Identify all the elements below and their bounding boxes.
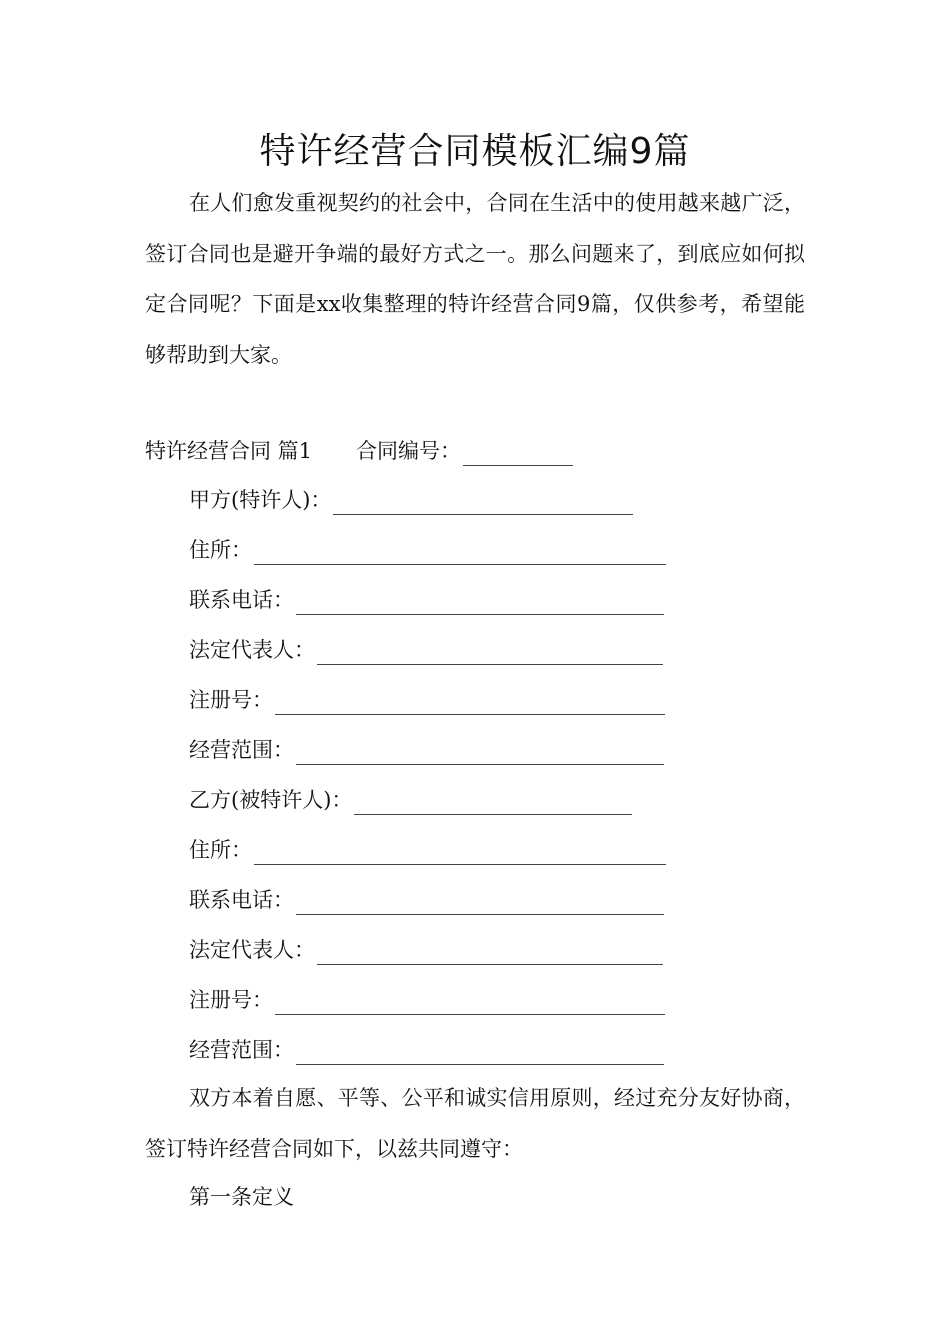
party-b-phone-row: [189, 885, 664, 915]
party-a-rep-row: [189, 635, 663, 665]
party-b-address-blank: [254, 842, 666, 865]
intro-paragraph: 在人们愈发重视契约的社会中，合同在生活中的使用越来越广泛，签订合同也是避开争端的最好方式之一。那么问题来了，到底应如何拟定合同呢？下面是xx收集整理的特许经营合同9篇，仅供参考，希望能够帮助到大家。: [145, 191, 805, 367]
party-b-reg-blank: [275, 992, 665, 1015]
document-title: 特许经营合同模板汇编9篇: [259, 131, 691, 172]
party-a-scope-label: 经营范围：: [189, 738, 294, 762]
party-a-name-row: [189, 485, 633, 515]
party-a-phone-blank: [296, 592, 664, 615]
party-b-scope-label: 经营范围：: [189, 1038, 294, 1062]
party-b-scope-blank: [296, 1042, 664, 1065]
party-a-address-blank: [254, 542, 666, 565]
party-b-rep-label: 法定代表人：: [189, 938, 315, 962]
party-a-reg-label: 注册号：: [189, 688, 273, 712]
party-b-phone-label: 联系电话：: [189, 888, 294, 912]
party-a-name-blank: [333, 492, 633, 515]
party-a-scope-blank: [296, 742, 664, 765]
party-b-phone-blank: [296, 892, 664, 915]
party-a-name-label: 甲方(特许人)：: [189, 488, 332, 512]
party-a-reg-blank: [275, 692, 665, 715]
party-b-reg-label: 注册号：: [189, 988, 273, 1012]
party-a-rep-label: 法定代表人：: [189, 638, 315, 662]
closing-paragraph: 双方本着自愿、平等、公平和诚实信用原则，经过充分友好协商，签订特许经营合同如下，以兹共同遵守：: [145, 1086, 805, 1161]
party-a-address-label: 住所：: [189, 538, 252, 562]
party-b-name-label: 乙方(被特许人)：: [189, 788, 353, 812]
section-heading-row: [145, 436, 573, 466]
party-a-scope-row: [189, 735, 664, 765]
article-1-heading: 第一条定义: [189, 1185, 294, 1209]
party-b-address-label: 住所：: [189, 838, 252, 862]
contract-no-label: 合同编号：: [356, 439, 462, 463]
party-b-address-row: [189, 835, 666, 865]
section-heading: 特许经营合同 篇1: [145, 439, 313, 463]
party-b-rep-blank: [317, 942, 663, 965]
party-b-reg-row: [189, 985, 665, 1015]
contract-no-blank: [463, 443, 573, 466]
party-a-reg-row: [189, 685, 665, 715]
party-a-phone-label: 联系电话：: [189, 588, 294, 612]
party-b-name-blank: [354, 792, 632, 815]
party-a-address-row: [189, 535, 666, 565]
party-a-rep-blank: [317, 642, 663, 665]
party-b-rep-row: [189, 935, 663, 965]
party-a-phone-row: [189, 585, 664, 615]
party-b-scope-row: [189, 1035, 664, 1065]
party-b-name-row: [189, 785, 632, 815]
